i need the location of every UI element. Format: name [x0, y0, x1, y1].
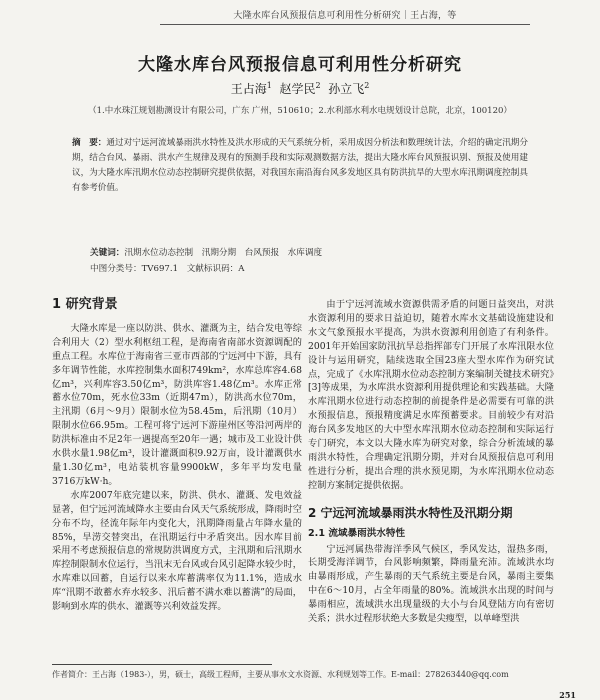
body-paragraph: 由于宁远河流域水资源供需矛盾的问题日益突出，对洪水资源利用的要求日益迫切，随着水库水文基础设施建设和水文气象预报水平提高，为洪水资源利用创造了有利条件。2001年开始国家防汛抗旱总指挥部专门开展了水库汛限水位设计与运用研究，陆续选取全国23座大型水库作为研究试点，完成了《水库汛期水位动态控制方案编制关键技术研究》[3]等成果，为水库洪水资源利用提供理论和实践基础。大隆水库汛期水位进行动态控制的前提条件是必需要有可靠的洪水预报信息，预报精度满足水库预蓄要求。目前较少有对沿海台风多发地区的大中型水库汛期水位动态控制和实际运行专门研究，本文以大隆水库为研究对象，综合分析流域的暴雨洪水特性，合理确定汛期分期，并对台风预报信息可利用性进行分析，提出合理的洪水预见期，为水库汛期水位动态控制方案制定提供依据。 — [308, 299, 554, 491]
abstract-label: 摘 要： — [72, 138, 107, 148]
section-1-heading: 1 研究背景 — [52, 297, 118, 312]
keywords-label: 关键词： — [90, 248, 125, 258]
paper-title: 大隆水库台风预报信息可利用性分析研究 — [138, 55, 462, 75]
body-paragraph: 大隆水库是一座以防洪、供水、灌溉为主，结合发电等综合利用大（2）型水利枢纽工程，是海南省南部水资源调配的重点工程。水库位于海南省三亚市西部的宁远河中下游，具有多年调节性能，水库控制集水面积749km²，水库总库容4.68亿m³，兴利库容3.50亿m³，防洪库容1.48亿m³。水库正常蓄水位70m，死水位33m（近期47m），防洪高水位70m，主汛期（6月～9月）限制水位为58.45m，后汛期（10月）限制水位66.95m。工程可将宁远河下游崖州区等沿河两岸的防洪标准由不足2年一遇提高至20年一遇；城市及工业设计供水供水量1.98亿m³，设计灌溉面积9.92万亩，设计灌溉供水量1.30亿m³，电站装机容量9900kW，多年平均发电量3716万kW·h。 — [52, 322, 302, 487]
body-paragraph: 宁远河属热带海洋季风气候区，季风发达，湿热多雨，长期受海洋调节，台风影响频繁，降雨量充沛。流域洪水均由暴雨形成，产生暴雨的天气系统主要是台风，暴雨主要集中在6～10月，占全年雨量的80%。流域洪水出现的时间与暴雨相应，流域洪水出现量级的大小与台风登陆方向有密切关系；洪水过程形状绝大多数是尖瘦型，以单峰型洪 — [308, 543, 554, 625]
author-affil-mark: 2 — [364, 81, 370, 90]
section-2-heading: 2 宁远河流域暴雨洪水特性及汛期分期 — [308, 505, 513, 520]
footnote-rule — [52, 664, 272, 665]
classification: 中图分类号：TV697.1 文献标识码：A — [90, 264, 245, 274]
author-affil-mark: 2 — [315, 81, 321, 90]
author-footnote: 作者简介：王占海（1983-），男，硕士，高级工程师，主要从事水文水资源、水利规划等工作。E-mail：278263440@qq.com — [52, 670, 509, 679]
page-number: 251 — [559, 690, 576, 700]
author-list — [0, 80, 600, 97]
left-column — [52, 298, 302, 614]
author-name: 赵学民 — [279, 82, 316, 96]
keywords-text: 汛期水位动态控制 汛期分期 台风预报 水库调度 — [124, 248, 323, 258]
keywords — [90, 246, 520, 258]
author-name: 王占海 — [230, 82, 267, 96]
author-name: 孙立飞 — [328, 82, 365, 96]
right-column — [308, 298, 554, 626]
affiliation: （1.中水珠江规划勘测设计有限公司，广东 广州，510610；2.水利部水利水电规划设计总院，北京，100120） — [88, 106, 512, 116]
running-head: 大隆水库台风预报信息可利用性分析研究｜王占海，等 — [160, 8, 530, 25]
abstract — [72, 136, 528, 196]
section-2-1-heading: 2.1 流域暴雨洪水特性 — [308, 527, 406, 539]
abstract-text: 通过对宁远河流域暴雨洪水特性及洪水形成的天气系统分析，采用成因分析法和数理统计法，介绍的确定汛期分期，结合台风、暴雨、洪水产生规律及现有的预测手段和实际观测数据方法，提出大隆水库台风预报识别、预报及使用建议，为大隆水库汛期水位动态控制研究提供依据，对我国东南沿海台风多发地区具有防洪抗旱的大型水库汛期调度控制具有参考价值。 — [72, 138, 528, 193]
body-paragraph: 水库2007年底完建以来，防洪、供水、灌溉、发电效益显著，但宁远河流域降水主要由台风天气系统形成，降雨时空分布不均，径流年际年内变化大，汛期降雨量占年降水量的85%，旱涝交替突出，在汛期运行中矛盾突出。因水库目前采用不考虑预报信息的常规防洪调度方式，主汛期和后汛期水库控制限制水位运行，当汛末无台风或台风引起降水较少时，水库难以回蓄，自运行以来水库蓄满率仅为11.1%，造成水库“汛期不敢蓄水弃水较多、汛后蓄不满水难以蓄满”的局面，影响到水库的供水、灌溉等兴利效益发挥。 — [52, 489, 302, 613]
author-affil-mark: 1 — [266, 81, 272, 90]
